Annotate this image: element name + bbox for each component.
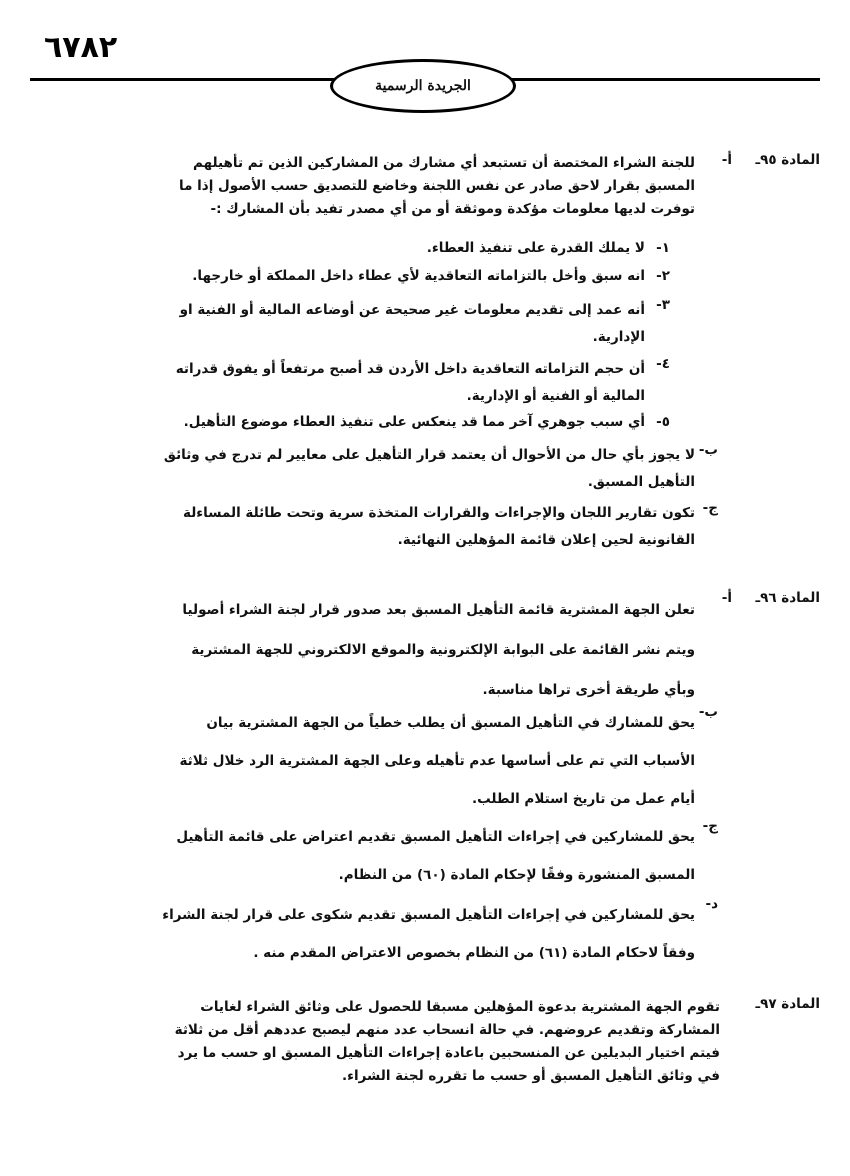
text-line: التأهيل المسبق. (587, 474, 695, 490)
gazette-title: الجريدة الرسمية (375, 78, 471, 94)
item-2-marker: ٢- (656, 268, 670, 284)
text-line: المشاركة وتقديم عروضهم. في حالة انسحاب عدد منهم ليصبح عددهم أقل من ثلاثة (174, 1022, 720, 1038)
item-1-text (85, 240, 645, 256)
text-line: الأسباب التي تم على أساسها عدم تأهيله وعلى الجهة المشترية الرد خلال ثلاثة (179, 753, 695, 769)
gazette-title-oval (330, 59, 516, 113)
text-line: وبأي طريقة أخرى تراها مناسبة. (482, 682, 695, 698)
text-line: يحق للمشاركين في إجراءات التأهيل المسبق تقديم اعتراض على قائمة التأهيل (176, 829, 695, 845)
text-line: لا يجوز بأي حال من الأحوال أن يعتمد قرار التأهيل على معايير لم تدرج في وثائق (163, 447, 695, 463)
article-95-b-text (87, 442, 695, 496)
text-line: تعلن الجهة المشترية قائمة التأهيل المسبق بعد صدور قرار لجنة الشراء أصوليا (182, 602, 695, 618)
article-96-label: المادة ٩٦ـ (755, 590, 820, 606)
item-5-text (85, 414, 645, 430)
article-96-b-marker: ب- (698, 704, 718, 720)
article-96-c-text (87, 818, 695, 894)
text-line: أن حجم التزاماته التعاقدية داخل الأردن قد أصبح مرتفعاً أو يفوق قدراته (175, 361, 645, 377)
text-line: المسبق بقرار لاحق صادر عن نفس اللجنة وخاضع للتصديق حسب الأصول إذا ما (179, 178, 695, 194)
article-96-a-marker: أ- (721, 590, 732, 606)
article-95-a-marker: أ- (721, 152, 732, 168)
text-line: وفقاً لاحكام المادة (٦١) من النظام بخصوص الاعتراض المقدم منه . (253, 945, 695, 961)
text-line: انه سبق وأخل بالتزاماته التعاقدية لأي عطاء داخل المملكة أو خارجها. (192, 268, 645, 284)
item-3-marker: ٣- (656, 297, 670, 313)
article-97-label: المادة ٩٧ـ (755, 996, 820, 1012)
item-2-text (85, 268, 645, 284)
article-95-b-marker: ب- (698, 442, 718, 458)
article-96-a-text (87, 590, 695, 710)
text-line: المالية أو الفنية أو الإدارية. (466, 388, 645, 404)
item-3-text (85, 297, 645, 351)
article-96-c-marker: ج- (702, 818, 718, 834)
article-96-d-marker: د- (705, 896, 718, 912)
text-line: يحق للمشاركين في إجراءات التأهيل المسبق تقديم شكوى على قرار لجنة الشراء (162, 907, 695, 923)
article-97-text (90, 996, 720, 1088)
text-line: تقوم الجهة المشترية بدعوة المؤهلين مسبقا للحصول على وثائق الشراء لغايات (200, 999, 720, 1015)
text-line: تكون تقارير اللجان والإجراءات والقرارات المتخذة سرية وتحت طائلة المساءلة (183, 505, 695, 521)
item-5-marker: ٥- (656, 414, 670, 430)
text-line: الإدارية. (592, 329, 645, 345)
item-4-marker: ٤- (656, 356, 670, 372)
text-line: المسبق المنشورة وفقًا لإحكام المادة (٦٠) من النظام. (338, 867, 695, 883)
text-line: في وثائق التأهيل المسبق أو حسب ما تقرره لجنة الشراء. (341, 1068, 720, 1084)
page-number: ٦٧٨٢ (44, 30, 118, 65)
text-line: أنه عمد إلى تقديم معلومات غير صحيحة عن أوضاعه المالية أو الفنية او (179, 302, 645, 318)
article-96-b-text (87, 704, 695, 818)
text-line: يحق للمشارك في التأهيل المسبق أن يطلب خطياً من الجهة المشترية بيان (206, 715, 695, 731)
text-line: فيتم اختيار البديلين عن المنسحبين باعادة إجراءات التأهيل المسبق او حسب ما يرد (177, 1045, 720, 1061)
text-line: توفرت لديها معلومات مؤكدة وموثقة أو من أي مصدر تفيد بأن المشارك :- (210, 201, 695, 217)
text-line: ويتم نشر القائمة على البوابة الإلكترونية والموقع الالكتروني للجهة المشترية (191, 642, 695, 658)
text-line: أي سبب جوهري آخر مما قد ينعكس على تنفيذ العطاء موضوع التأهيل. (183, 414, 645, 430)
item-1-marker: ١- (656, 240, 670, 256)
item-4-text (85, 356, 645, 410)
article-96-d-text (87, 896, 695, 972)
text-line: أيام عمل من تاريخ استلام الطلب. (471, 791, 695, 807)
text-line: لا يملك القدرة على تنفيذ العطاء. (426, 240, 645, 256)
article-95-c-text (87, 500, 695, 554)
article-95-c-marker: ج- (702, 500, 718, 516)
article-95-label: المادة ٩٥ـ (755, 152, 820, 168)
text-line: للجنة الشراء المختصة أن تستبعد أي مشارك من المشاركين الذين تم تأهيلهم (193, 155, 695, 171)
text-line: القانونية لحين إعلان قائمة المؤهلين النهائية. (397, 532, 695, 548)
article-95-a-text (87, 152, 695, 221)
